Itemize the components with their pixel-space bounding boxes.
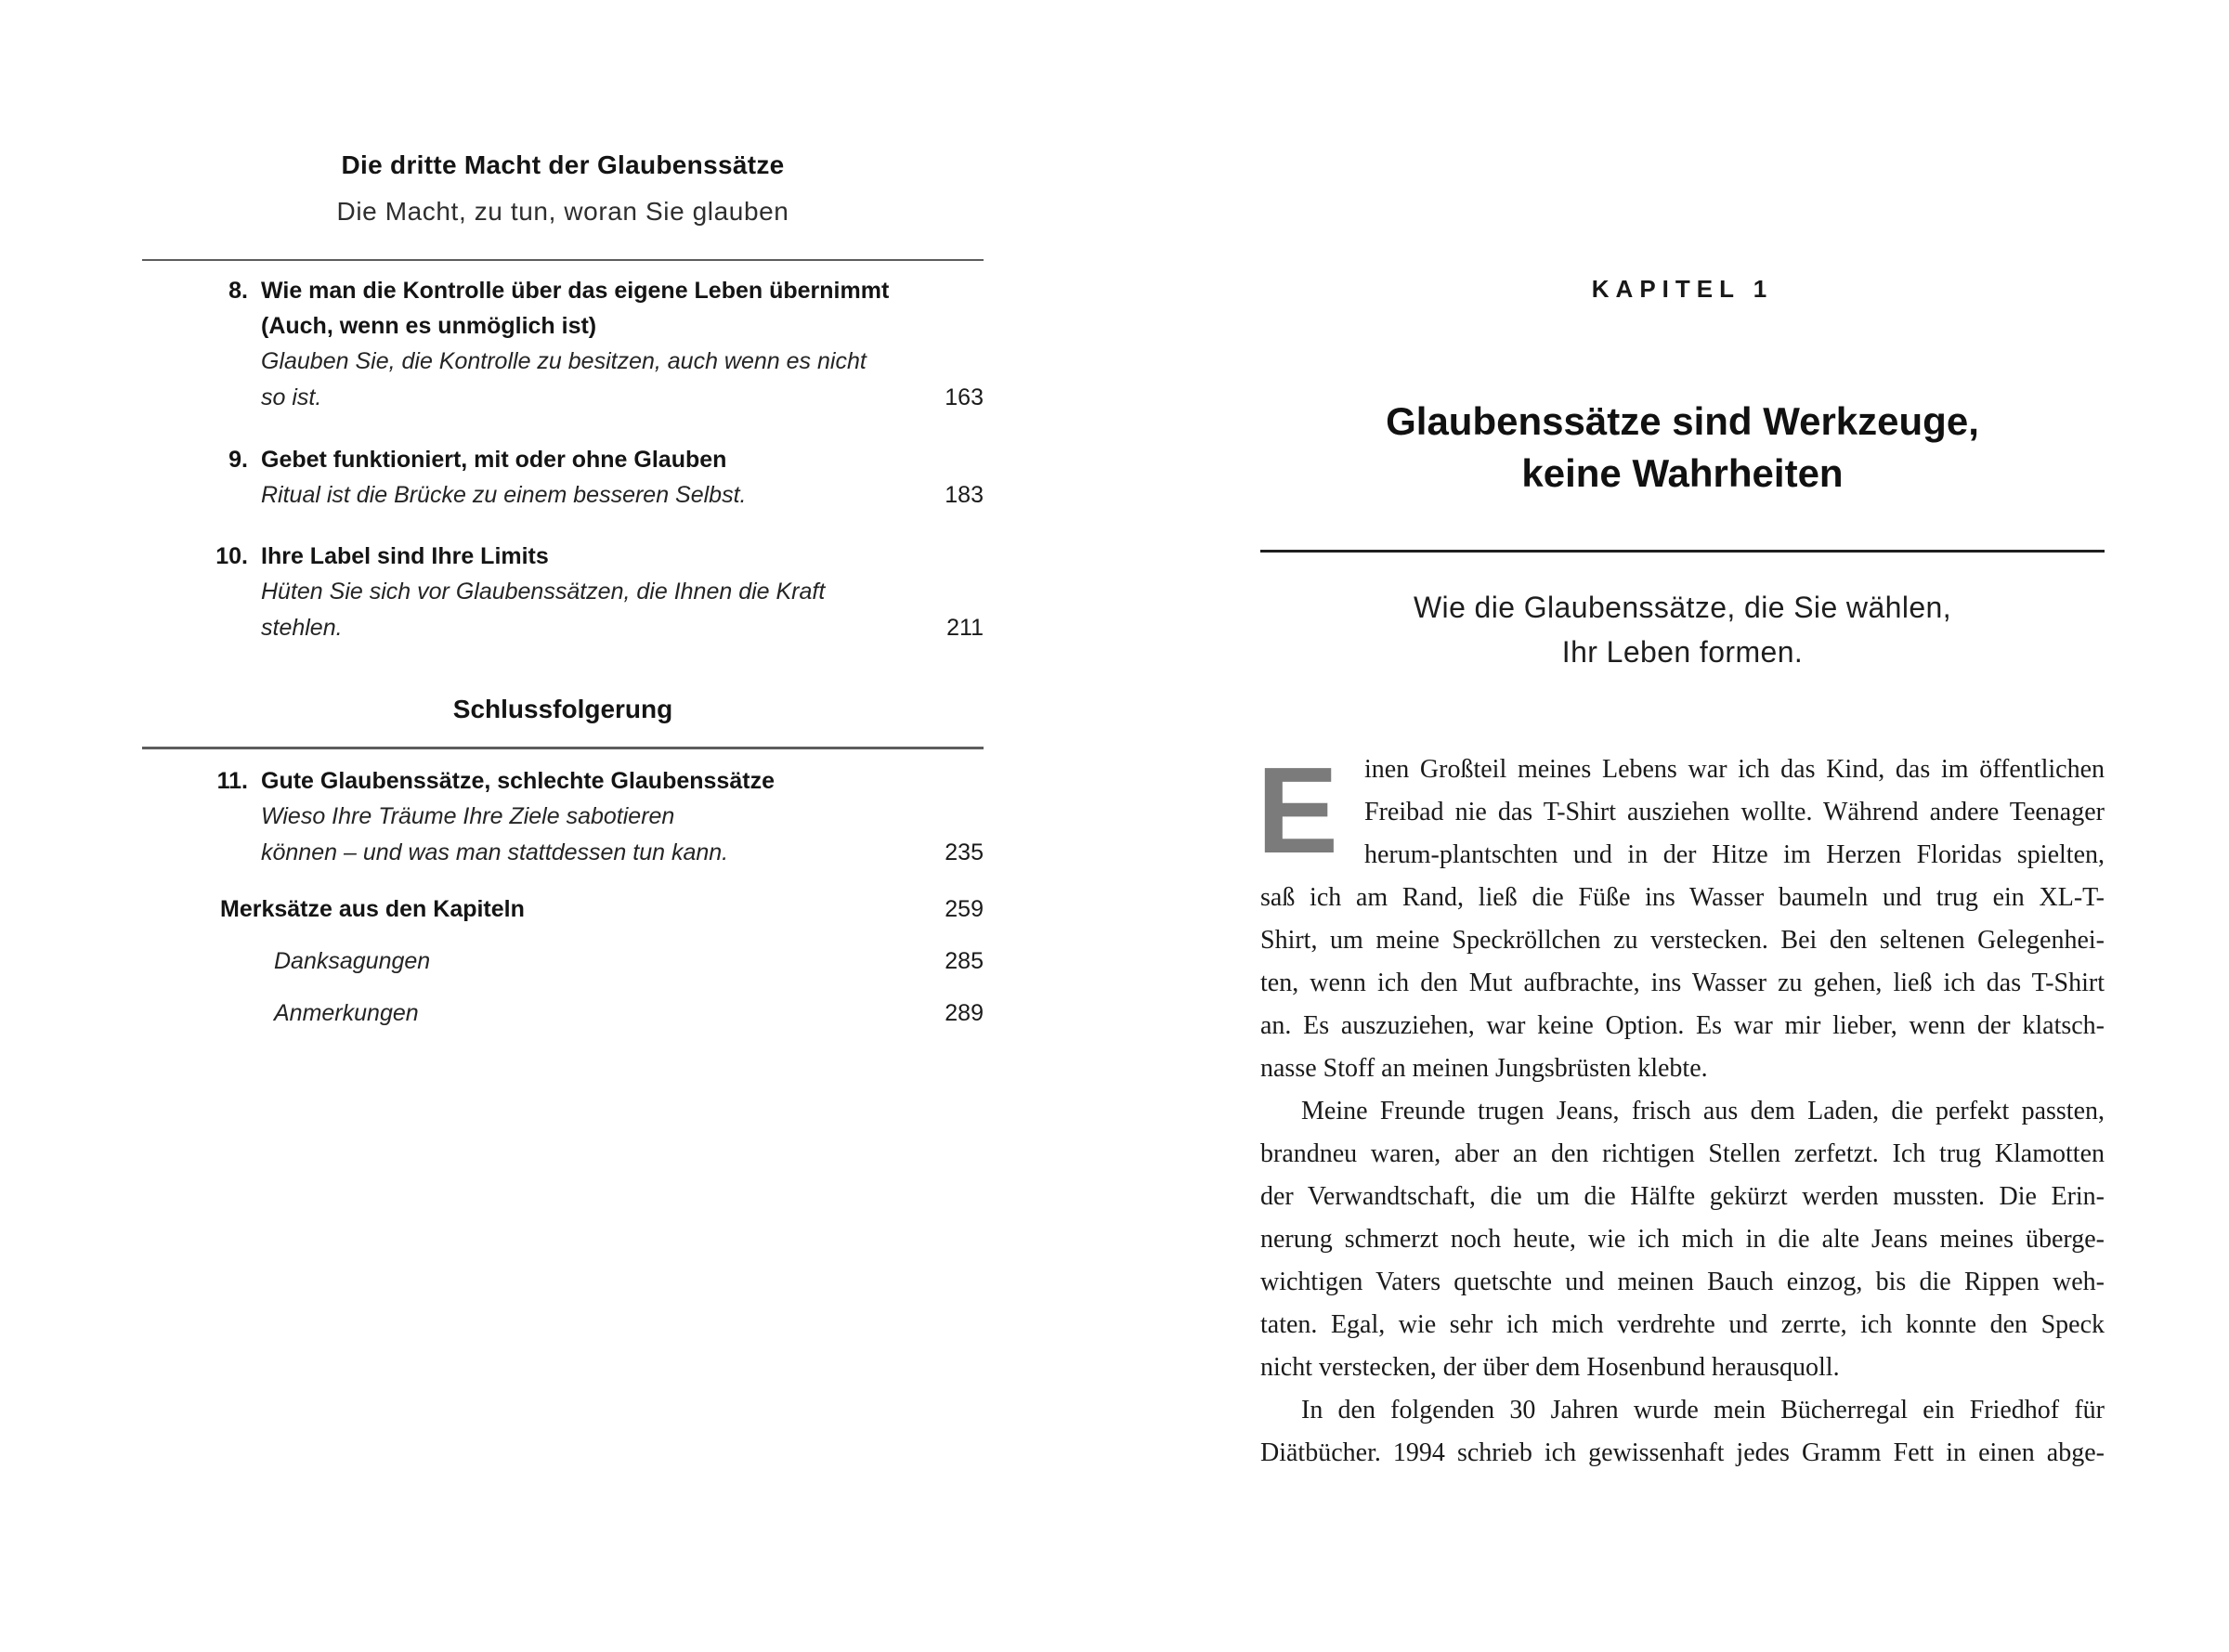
body-line: ten, wenn ich den Mut aufbrachte, ins Wasser zu gehen, ließ ich das T-Shirt bbox=[1260, 969, 2105, 997]
toc-entry-description bbox=[261, 477, 935, 514]
toc-section-heading: Die dritte Macht der Glaubenssätze bbox=[341, 150, 785, 179]
toc-backmatter-label: Danksagungen bbox=[274, 948, 431, 974]
chapter-page bbox=[1257, 0, 2105, 1652]
toc-entry-page-number: 235 bbox=[945, 839, 984, 865]
toc-backmatter-label: Anmerkungen bbox=[274, 1000, 419, 1026]
toc-entry-number: 8. bbox=[228, 278, 248, 304]
body-line: nasse Stoff an meinen Jungsbrüsten klebte. bbox=[1260, 1054, 1708, 1083]
toc-entry-desc-line: Ritual ist die Brücke zu einem besseren Selbst. bbox=[261, 482, 747, 508]
body-paragraph bbox=[1260, 1389, 2105, 1475]
toc-section-rule bbox=[142, 259, 984, 261]
toc-entry-10 bbox=[142, 539, 984, 646]
toc-entry-desc-line: Wieso Ihre Träume Ihre Ziele sabotieren bbox=[261, 803, 675, 829]
toc-entry-number: 9. bbox=[228, 447, 248, 473]
toc-entry-title: Ihre Label sind Ihre Limits bbox=[261, 543, 549, 569]
body-paragraph bbox=[1257, 742, 2105, 1090]
toc-entry-desc-row bbox=[261, 799, 984, 871]
body-line: Diätbücher. 1994 schrieb ich gewissenhaft jedes Gramm Fett in einen abge- bbox=[1260, 1438, 2105, 1467]
body-line: herum-plantschten und in der Hitze im Herzen Floridas spielten, bbox=[1364, 840, 2105, 869]
toc-entry-description bbox=[261, 799, 935, 871]
chapter-title-rule bbox=[1260, 550, 2105, 553]
chapter-subtitle-line: Ihr Leben formen. bbox=[1561, 635, 1804, 669]
toc-backmatter-page-number: 289 bbox=[945, 1000, 984, 1026]
body-paragraph bbox=[1260, 1090, 2105, 1389]
toc-entry-desc-row bbox=[261, 344, 984, 416]
body-line: brandneu waren, aber an den richtigen Stellen zerfetzt. Ich trug Klamotten bbox=[1260, 1139, 2105, 1168]
toc-entry-number: 10. bbox=[215, 543, 248, 569]
toc-backmatter-label: Merksätze aus den Kapiteln bbox=[220, 896, 525, 922]
body-line: nerung schmerzt noch heute, wie ich mich in die alte Jeans meines überge- bbox=[1260, 1225, 2105, 1254]
toc-section-subtitle: Die Macht, zu tun, woran Sie glauben bbox=[336, 197, 789, 226]
toc-entry-desc-line: Glauben Sie, die Kontrolle zu besitzen, auch wenn es nicht bbox=[261, 348, 867, 374]
toc-entry-desc-row bbox=[261, 477, 984, 514]
body-line: der Verwandtschaft, die um die Hälfte gekürzt werden mussten. Die Erin- bbox=[1260, 1182, 2105, 1211]
chapter-body bbox=[1257, 742, 2105, 1475]
toc-entry-title: Gute Glaubenssätze, schlechte Glaubenssätze bbox=[261, 768, 775, 794]
toc-entry-title: Gebet funktioniert, mit oder ohne Glauben bbox=[261, 447, 727, 473]
toc-entry-body bbox=[261, 763, 984, 871]
chapter-title-line: Glaubenssätze sind Werkzeuge, bbox=[1386, 399, 1979, 443]
body-line: taten. Egal, wie sehr ich mich verdrehte und zerrte, ich konnte den Speck bbox=[1260, 1310, 2105, 1339]
body-line: inen Großteil meines Lebens war ich das Kind, das im öffentlichen bbox=[1364, 755, 2105, 784]
toc-entry-body bbox=[261, 273, 984, 416]
toc-entry-9 bbox=[142, 442, 984, 514]
toc-entry-desc-line: können – und was man stattdessen tun kann. bbox=[261, 839, 729, 865]
toc-entry-title: (Auch, wenn es unmöglich ist) bbox=[261, 313, 597, 339]
toc-backmatter-page-number: 259 bbox=[945, 896, 984, 922]
toc-entry-desc-line: stehlen. bbox=[261, 615, 343, 641]
toc-entry-number: 11. bbox=[216, 768, 248, 794]
body-line: Freibad nie das T-Shirt ausziehen wollte. Während andere Teenager bbox=[1364, 798, 2105, 826]
body-line: wichtigen Vaters quetschte und meinen Bauch einzog, bis die Rippen weh- bbox=[1260, 1268, 2105, 1296]
chapter-title bbox=[1260, 396, 2105, 500]
toc-entry-description bbox=[261, 344, 935, 416]
toc-backmatter-row bbox=[274, 995, 984, 1031]
chapter-subtitle-line: Wie die Glaubenssätze, die Sie wählen, bbox=[1413, 591, 1952, 624]
toc-entry-8 bbox=[142, 273, 984, 416]
toc-backmatter-row bbox=[274, 943, 984, 979]
toc-conclusion-rule bbox=[142, 747, 984, 749]
toc-backmatter-page-number: 285 bbox=[945, 948, 984, 974]
chapter-kicker: KAPITEL 1 bbox=[1591, 275, 1774, 303]
body-line: Shirt, um meine Speckröllchen zu verstecken. Bei den seltenen Gelegenhei- bbox=[1260, 926, 2105, 955]
chapter-title-line: keine Wahrheiten bbox=[1521, 451, 1844, 495]
body-line: saß ich am Rand, ließ die Füße ins Wasser baumeln und trug ein XL-T- bbox=[1260, 883, 2105, 912]
toc-entry-page-number: 183 bbox=[945, 482, 984, 508]
toc-page bbox=[142, 0, 984, 1652]
chapter-subtitle bbox=[1260, 585, 2105, 674]
toc-entry-description bbox=[261, 574, 937, 646]
toc-entry-desc-line: Hüten Sie sich vor Glaubenssätzen, die Ihnen die Kraft bbox=[261, 579, 826, 605]
toc-entry-page-number: 211 bbox=[946, 615, 984, 641]
toc-entry-body bbox=[261, 442, 984, 514]
body-line: In den folgenden 30 Jahren wurde mein Bücherregal ein Friedhof für bbox=[1301, 1396, 2105, 1424]
toc-entry-11 bbox=[142, 763, 984, 871]
toc-entry-desc-line: so ist. bbox=[261, 384, 322, 410]
drop-cap: E bbox=[1257, 742, 1339, 878]
toc-entry-title: Wie man die Kontrolle über das eigene Leben übernimmt bbox=[261, 278, 890, 304]
toc-backmatter-row bbox=[220, 891, 984, 927]
body-line: Meine Freunde trugen Jeans, frisch aus dem Laden, die perfekt passten, bbox=[1301, 1097, 2105, 1125]
body-line: nicht verstecken, der über dem Hosenbund herausquoll. bbox=[1260, 1353, 1840, 1382]
toc-entry-body bbox=[261, 539, 984, 646]
toc-conclusion-heading: Schlussfolgerung bbox=[452, 695, 673, 723]
toc-entry-page-number: 163 bbox=[945, 384, 984, 410]
toc-entry-desc-row bbox=[261, 574, 984, 646]
body-line: an. Es auszuziehen, war keine Option. Es war mir lieber, wenn der klatsch- bbox=[1260, 1011, 2105, 1040]
